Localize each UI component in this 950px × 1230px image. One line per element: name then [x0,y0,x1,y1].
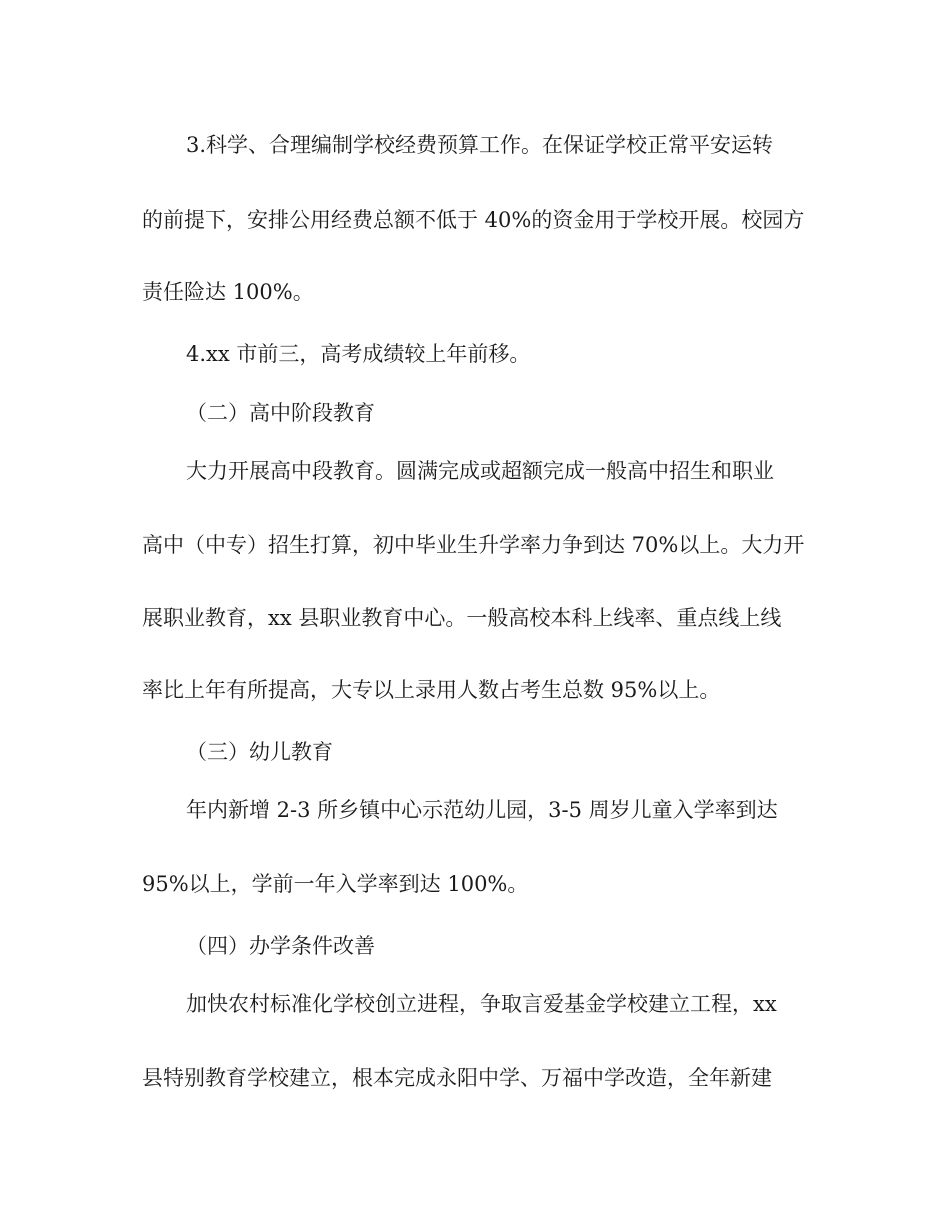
paragraph-line: 责任险达 100%。 [142,280,314,304]
section-heading: （四）办学条件改善 [186,934,375,958]
paragraph-line: 县特别教育学校建立，根本完成永阳中学、万福中学改造，全年新建 [142,1066,772,1090]
paragraph-line: 4.xx 市前三，高考成绩较上年前移。 [186,342,531,366]
paragraph-line: 展职业教育，xx 县职业教育中心。一般高校本科上线率、重点线上线 [142,606,782,630]
paragraph-line: 大力开展高中段教育。圆满完成或超额完成一般高中招生和职业 [186,459,774,483]
paragraph-line: 3.科学、合理编制学校经费预算工作。在保证学校正常平安运转 [186,133,774,157]
paragraph-line: 率比上年有所提高，大专以上录用人数占考生总数 95%以上。 [142,678,721,702]
paragraph-line: 年内新增 2-3 所乡镇中心示范幼儿园，3-5 周岁儿童入学率到达 [186,798,778,822]
paragraph-line: 95%以上，学前一年入学率到达 100%。 [142,872,529,896]
paragraph-line: 高中（中专）招生打算，初中毕业生升学率力争到达 70%以上。大力开 [142,533,805,557]
paragraph-line: 加快农村标准化学校创立进程，争取言爱基金学校建立工程，xx [186,992,777,1016]
section-heading: （三）幼儿教育 [186,740,333,764]
paragraph-line: 的前提下，安排公用经费总额不低于 40%的资金用于学校开展。校园方 [142,208,805,232]
section-heading: （二）高中阶段教育 [186,401,375,425]
